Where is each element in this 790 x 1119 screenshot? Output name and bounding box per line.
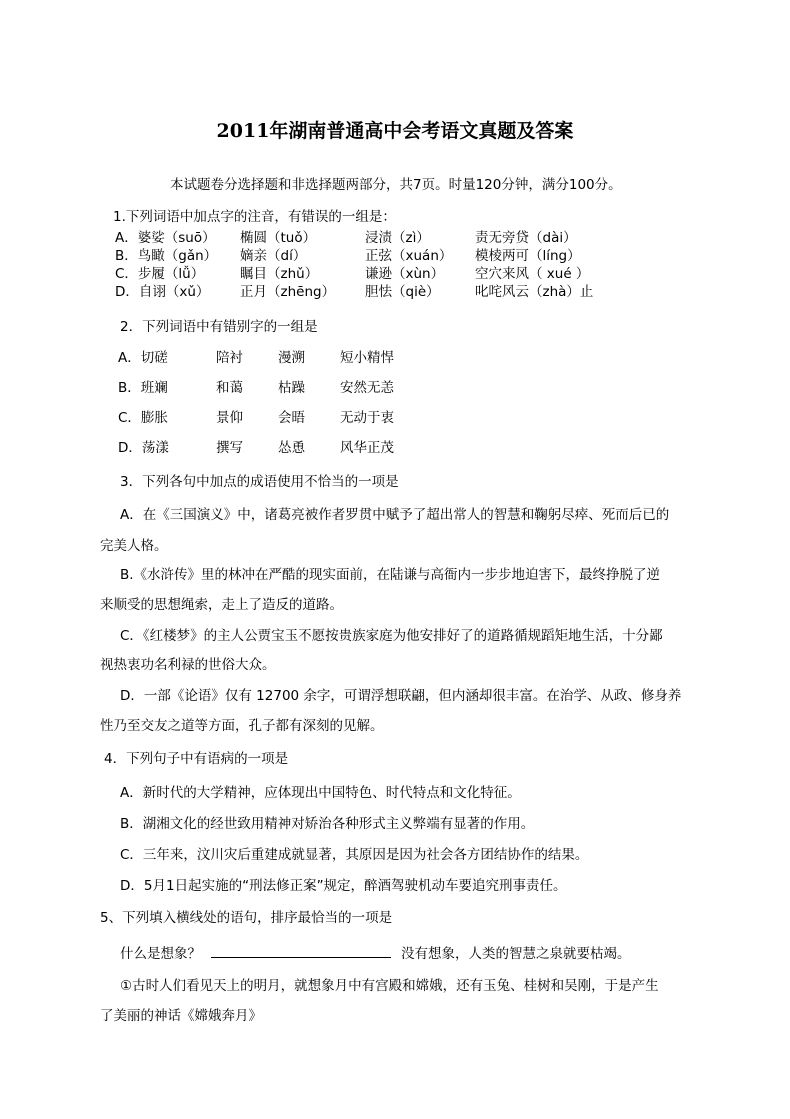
q3-line: D．一部《论语》仅有 12700 余字，可谓浮想联翩，但内涵却很丰富。在治学、从政、修身养 [120, 688, 682, 704]
q3-line: A．在《三国演义》中，诸葛亮被作者罗贯中赋予了超出常人的智慧和鞠躬尽瘁、死而后已的 [120, 507, 670, 523]
q5-stem: 5、下列填入横线处的语句，排序最恰当的一项是 [100, 910, 393, 926]
q1-option-a: A．婆娑（suō） 椭圆（tuǒ） 浸渍（zì） 责无旁贷（dài） [115, 230, 577, 246]
q3-line: B.《水浒传》里的林冲在严酷的现实面前，在陆谦与高衙内一步步地迫害下，最终挣脱了逆 [120, 567, 661, 583]
q5-prompt: 什么是想象？ 没有想象，人类的智慧之泉就要枯竭。 [120, 946, 631, 962]
q3-line: 性乃至交友之道等方面，孔子都有深刻的见解。 [100, 718, 384, 734]
q3-line: 视热衷功名利禄的世俗大众。 [100, 657, 276, 673]
q4-option-a: A．新时代的大学精神，应体现出中国特色、时代特点和文化特征。 [120, 785, 521, 801]
answer-blank[interactable] [211, 944, 391, 958]
intro: 本试题卷分选择题和非选择题两部分，共7页。时量120分钟，满分100分。 [170, 177, 622, 193]
q2-option-c: C．膨胀 景仰 会晤 无动于衷 [118, 410, 394, 426]
doc-title: 2011年湖南普通高中会考语文真题及答案 [216, 120, 574, 142]
q1-option-b: B．鸟瞰（gǎn） 嫡亲（dí） 正弦（xuán） 模棱两可（líng） [115, 248, 581, 264]
q1-option-d: D．自诩（xǔ） 正月（zhēng） 胆怯（qiè） 叱咤风云（zhà）止 [115, 284, 594, 300]
q4-option-c: C．三年来，汶川灾后重建成就显著，其原因是因为社会各方团结协作的结果。 [120, 847, 589, 863]
q2-stem: 2．下列词语中有错别字的一组是 [120, 319, 318, 335]
q5-item-1-cont: 了美丽的神话《嫦娥奔月》 [100, 1008, 262, 1024]
q5-item-1: ①古时人们看见天上的明月，就想象月中有宫殿和嫦娥，还有玉兔、桂树和吴刚，于是产生 [120, 978, 659, 994]
q2-option-b: B．班斓 和蔼 枯躁 安然无恙 [118, 380, 394, 396]
q4-option-b: B．湖湘文化的经世致用精神对矫治各种形式主义弊端有显著的作用。 [120, 816, 535, 832]
q4-option-d: D．5月1日起实施的“刑法修正案”规定，醉酒驾驶机动车要追究刑事责任。 [120, 878, 567, 894]
q3-stem: 3．下列各句中加点的成语使用不恰当的一项是 [120, 474, 399, 490]
q1-stem: 1.下列词语中加点字的注音，有错误的一组是： [113, 209, 396, 225]
q2-option-d: D．荡漾 撰写 怂恿 风华正茂 [118, 440, 394, 456]
q2-option-a: A．切磋 陪衬 漫溯 短小精悍 [118, 350, 394, 366]
q4-stem: 4．下列句子中有语病的一项是 [104, 751, 289, 767]
q3-line: 来顺受的思想绳索，走上了造反的道路。 [100, 597, 343, 613]
q3-line: C．《红楼梦》的主人公贾宝玉不愿按贵族家庭为他安排好了的道路循规蹈矩地生活，十分鄙 [120, 628, 663, 644]
q3-line: 完美人格。 [100, 538, 168, 554]
q1-option-c: C．步履（lǚ） 瞩目（zhǔ） 谦逊（xùn） 空穴来风（ xué ） [115, 266, 590, 282]
